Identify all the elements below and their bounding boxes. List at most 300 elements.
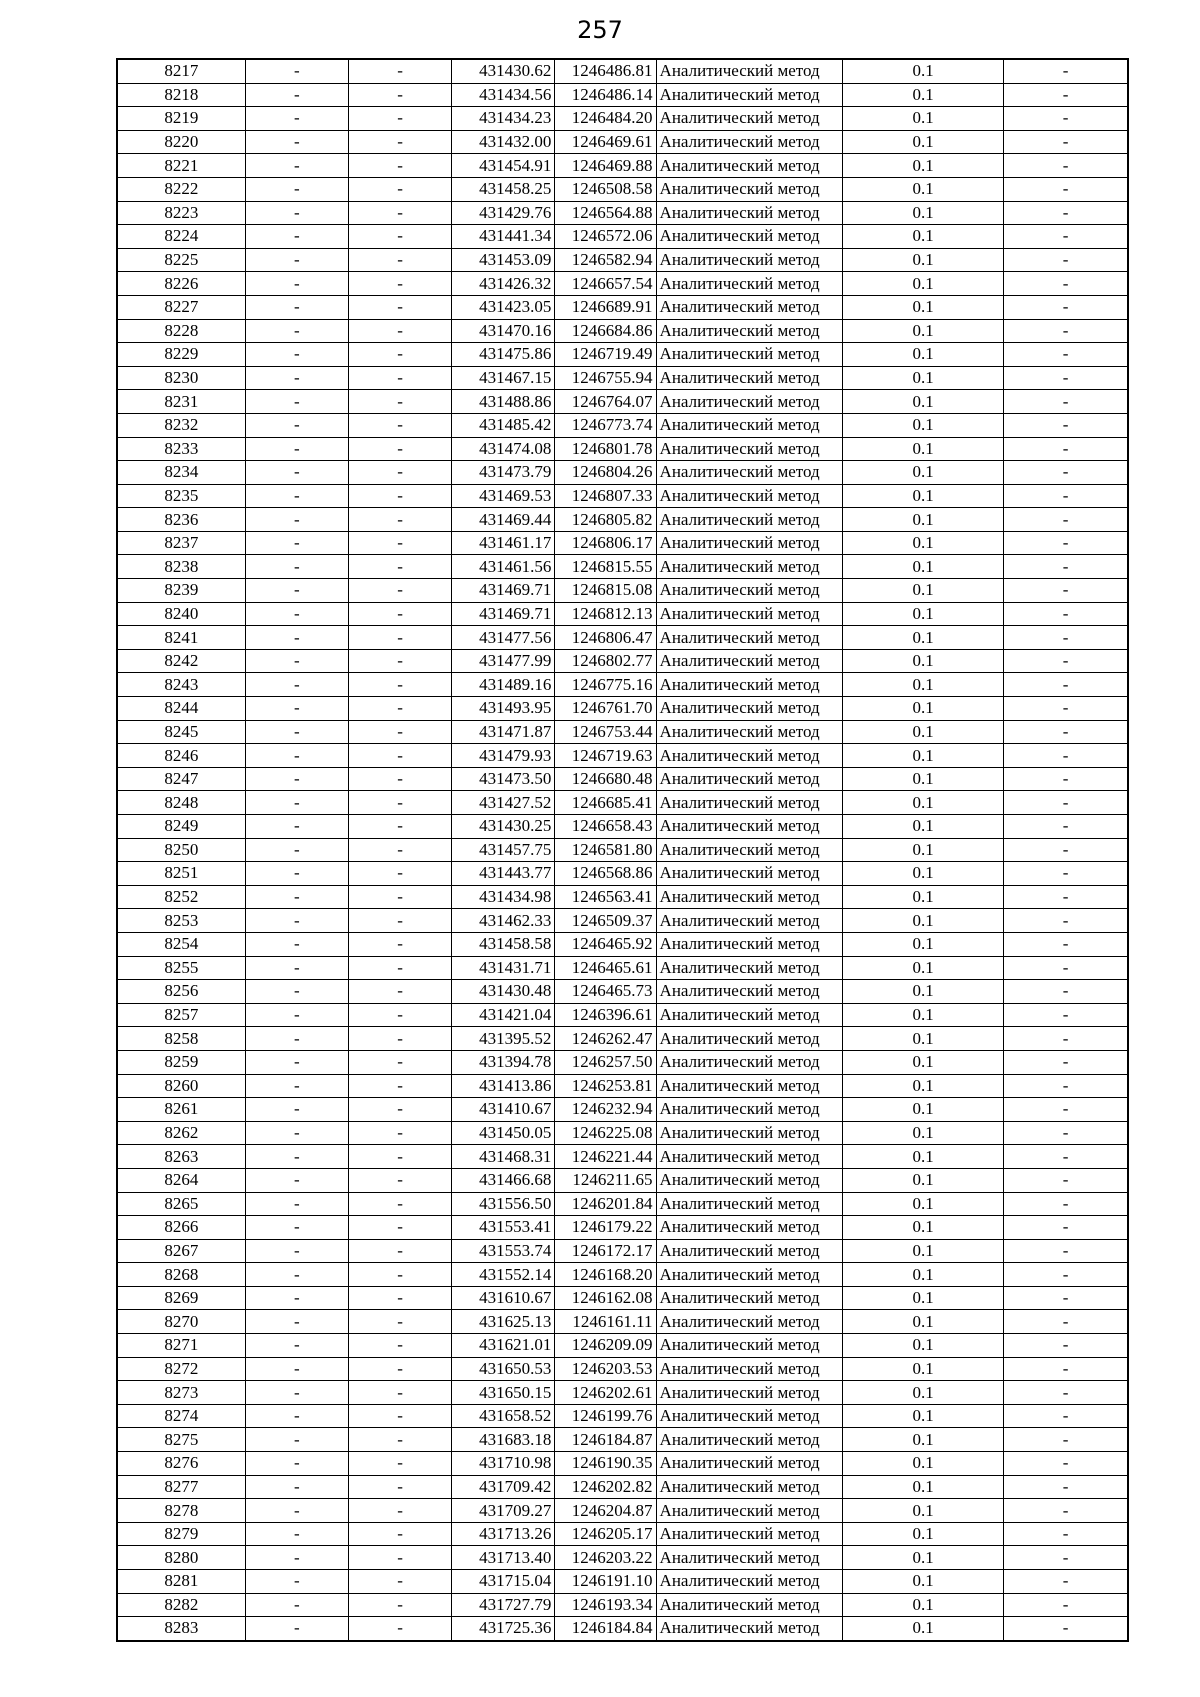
note-cell: -	[1004, 815, 1128, 839]
point-number-cell: 8275	[117, 1428, 245, 1452]
method-cell: Аналитический метод	[656, 1475, 842, 1499]
accuracy-cell: 0.1	[842, 1617, 1003, 1641]
accuracy-cell: 0.1	[842, 885, 1003, 909]
table-row	[117, 956, 1128, 980]
y-coordinate-cell: 1246465.61	[555, 956, 656, 980]
y-coordinate-cell: 1246203.53	[555, 1357, 656, 1381]
x-coordinate-cell: 431556.50	[452, 1192, 555, 1216]
code2-cell: -	[348, 1381, 451, 1405]
y-coordinate-cell: 1246190.35	[555, 1452, 656, 1476]
x-coordinate-cell: 431454.91	[452, 154, 555, 178]
code-cell: -	[245, 1570, 348, 1594]
accuracy-cell: 0.1	[842, 1263, 1003, 1287]
note-cell: -	[1004, 295, 1128, 319]
code-cell: -	[245, 1522, 348, 1546]
x-coordinate-cell: 431477.99	[452, 649, 555, 673]
code2-cell: -	[348, 130, 451, 154]
method-cell: Аналитический метод	[656, 1404, 842, 1428]
y-coordinate-cell: 1246184.87	[555, 1428, 656, 1452]
table-row	[117, 980, 1128, 1004]
y-coordinate-cell: 1246184.84	[555, 1617, 656, 1641]
code-cell: -	[245, 272, 348, 296]
point-number-cell: 8265	[117, 1192, 245, 1216]
point-number-cell: 8224	[117, 225, 245, 249]
method-cell: Аналитический метод	[656, 791, 842, 815]
accuracy-cell: 0.1	[842, 484, 1003, 508]
x-coordinate-cell: 431683.18	[452, 1428, 555, 1452]
method-cell: Аналитический метод	[656, 579, 842, 603]
code-cell: -	[245, 295, 348, 319]
code2-cell: -	[348, 1475, 451, 1499]
code-cell: -	[245, 1239, 348, 1263]
point-number-cell: 8254	[117, 932, 245, 956]
table-body	[117, 59, 1128, 1641]
y-coordinate-cell: 1246469.61	[555, 130, 656, 154]
y-coordinate-cell: 1246812.13	[555, 602, 656, 626]
y-coordinate-cell: 1246486.81	[555, 59, 656, 83]
accuracy-cell: 0.1	[842, 295, 1003, 319]
method-cell: Аналитический метод	[656, 602, 842, 626]
code2-cell: -	[348, 531, 451, 555]
y-coordinate-cell: 1246465.92	[555, 932, 656, 956]
x-coordinate-cell: 431650.53	[452, 1357, 555, 1381]
code2-cell: -	[348, 767, 451, 791]
y-coordinate-cell: 1246161.11	[555, 1310, 656, 1334]
accuracy-cell: 0.1	[842, 956, 1003, 980]
code2-cell: -	[348, 1286, 451, 1310]
x-coordinate-cell: 431427.52	[452, 791, 555, 815]
code-cell: -	[245, 956, 348, 980]
y-coordinate-cell: 1246205.17	[555, 1522, 656, 1546]
accuracy-cell: 0.1	[842, 1121, 1003, 1145]
code2-cell: -	[348, 1263, 451, 1287]
table-row	[117, 720, 1128, 744]
x-coordinate-cell: 431394.78	[452, 1050, 555, 1074]
code-cell: -	[245, 838, 348, 862]
y-coordinate-cell: 1246802.77	[555, 649, 656, 673]
accuracy-cell: 0.1	[842, 1593, 1003, 1617]
accuracy-cell: 0.1	[842, 1475, 1003, 1499]
x-coordinate-cell: 431710.98	[452, 1452, 555, 1476]
y-coordinate-cell: 1246253.81	[555, 1074, 656, 1098]
code2-cell: -	[348, 1216, 451, 1240]
table-row	[117, 1192, 1128, 1216]
note-cell: -	[1004, 1074, 1128, 1098]
x-coordinate-cell: 431553.74	[452, 1239, 555, 1263]
y-coordinate-cell: 1246508.58	[555, 177, 656, 201]
table-row	[117, 154, 1128, 178]
y-coordinate-cell: 1246806.47	[555, 626, 656, 650]
method-cell: Аналитический метод	[656, 1121, 842, 1145]
table-row	[117, 1475, 1128, 1499]
table-row	[117, 697, 1128, 721]
code-cell: -	[245, 461, 348, 485]
x-coordinate-cell: 431493.95	[452, 697, 555, 721]
code2-cell: -	[348, 1074, 451, 1098]
method-cell: Аналитический метод	[656, 413, 842, 437]
code-cell: -	[245, 130, 348, 154]
table-row	[117, 626, 1128, 650]
y-coordinate-cell: 1246199.76	[555, 1404, 656, 1428]
note-cell: -	[1004, 1334, 1128, 1358]
x-coordinate-cell: 431658.52	[452, 1404, 555, 1428]
x-coordinate-cell: 431431.71	[452, 956, 555, 980]
accuracy-cell: 0.1	[842, 1168, 1003, 1192]
note-cell: -	[1004, 319, 1128, 343]
x-coordinate-cell: 431468.31	[452, 1145, 555, 1169]
code2-cell: -	[348, 390, 451, 414]
method-cell: Аналитический метод	[656, 673, 842, 697]
y-coordinate-cell: 1246805.82	[555, 508, 656, 532]
x-coordinate-cell: 431469.53	[452, 484, 555, 508]
method-cell: Аналитический метод	[656, 767, 842, 791]
code2-cell: -	[348, 1404, 451, 1428]
code2-cell: -	[348, 815, 451, 839]
y-coordinate-cell: 1246465.73	[555, 980, 656, 1004]
code2-cell: -	[348, 1027, 451, 1051]
code2-cell: -	[348, 225, 451, 249]
code2-cell: -	[348, 697, 451, 721]
point-number-cell: 8231	[117, 390, 245, 414]
table-row	[117, 1263, 1128, 1287]
method-cell: Аналитический метод	[656, 1522, 842, 1546]
method-cell: Аналитический метод	[656, 1428, 842, 1452]
method-cell: Аналитический метод	[656, 295, 842, 319]
point-number-cell: 8251	[117, 862, 245, 886]
code-cell: -	[245, 1593, 348, 1617]
table-row	[117, 201, 1128, 225]
note-cell: -	[1004, 956, 1128, 980]
code-cell: -	[245, 1003, 348, 1027]
table-row	[117, 437, 1128, 461]
point-number-cell: 8233	[117, 437, 245, 461]
note-cell: -	[1004, 1286, 1128, 1310]
table-row	[117, 1570, 1128, 1594]
y-coordinate-cell: 1246680.48	[555, 767, 656, 791]
x-coordinate-cell: 431469.71	[452, 602, 555, 626]
note-cell: -	[1004, 1428, 1128, 1452]
table-row	[117, 1003, 1128, 1027]
x-coordinate-cell: 431450.05	[452, 1121, 555, 1145]
note-cell: -	[1004, 130, 1128, 154]
note-cell: -	[1004, 201, 1128, 225]
code-cell: -	[245, 744, 348, 768]
accuracy-cell: 0.1	[842, 838, 1003, 862]
code-cell: -	[245, 1475, 348, 1499]
note-cell: -	[1004, 1617, 1128, 1641]
code2-cell: -	[348, 555, 451, 579]
method-cell: Аналитический метод	[656, 343, 842, 367]
note-cell: -	[1004, 1263, 1128, 1287]
y-coordinate-cell: 1246209.09	[555, 1334, 656, 1358]
note-cell: -	[1004, 720, 1128, 744]
code-cell: -	[245, 248, 348, 272]
y-coordinate-cell: 1246582.94	[555, 248, 656, 272]
method-cell: Аналитический метод	[656, 932, 842, 956]
point-number-cell: 8280	[117, 1546, 245, 1570]
note-cell: -	[1004, 767, 1128, 791]
point-number-cell: 8261	[117, 1098, 245, 1122]
point-number-cell: 8270	[117, 1310, 245, 1334]
table-row	[117, 83, 1128, 107]
code2-cell: -	[348, 673, 451, 697]
accuracy-cell: 0.1	[842, 862, 1003, 886]
code2-cell: -	[348, 1050, 451, 1074]
code2-cell: -	[348, 1334, 451, 1358]
point-number-cell: 8247	[117, 767, 245, 791]
table-row	[117, 579, 1128, 603]
table-row	[117, 1522, 1128, 1546]
note-cell: -	[1004, 484, 1128, 508]
code2-cell: -	[348, 602, 451, 626]
x-coordinate-cell: 431430.25	[452, 815, 555, 839]
x-coordinate-cell: 431429.76	[452, 201, 555, 225]
code-cell: -	[245, 319, 348, 343]
code-cell: -	[245, 1286, 348, 1310]
y-coordinate-cell: 1246806.17	[555, 531, 656, 555]
method-cell: Аналитический метод	[656, 885, 842, 909]
note-cell: -	[1004, 1570, 1128, 1594]
accuracy-cell: 0.1	[842, 225, 1003, 249]
point-number-cell: 8274	[117, 1404, 245, 1428]
y-coordinate-cell: 1246753.44	[555, 720, 656, 744]
method-cell: Аналитический метод	[656, 1617, 842, 1641]
y-coordinate-cell: 1246225.08	[555, 1121, 656, 1145]
note-cell: -	[1004, 602, 1128, 626]
table-row	[117, 1074, 1128, 1098]
table-row	[117, 1310, 1128, 1334]
point-number-cell: 8232	[117, 413, 245, 437]
method-cell: Аналитический метод	[656, 437, 842, 461]
point-number-cell: 8234	[117, 461, 245, 485]
note-cell: -	[1004, 1593, 1128, 1617]
note-cell: -	[1004, 1145, 1128, 1169]
x-coordinate-cell: 431475.86	[452, 343, 555, 367]
note-cell: -	[1004, 555, 1128, 579]
code-cell: -	[245, 201, 348, 225]
table-row	[117, 319, 1128, 343]
table-row	[117, 130, 1128, 154]
point-number-cell: 8226	[117, 272, 245, 296]
y-coordinate-cell: 1246162.08	[555, 1286, 656, 1310]
table-row	[117, 1286, 1128, 1310]
method-cell: Аналитический метод	[656, 1499, 842, 1523]
x-coordinate-cell: 431466.68	[452, 1168, 555, 1192]
code2-cell: -	[348, 83, 451, 107]
note-cell: -	[1004, 1499, 1128, 1523]
note-cell: -	[1004, 1310, 1128, 1334]
table-row	[117, 1404, 1128, 1428]
x-coordinate-cell: 431467.15	[452, 366, 555, 390]
code-cell: -	[245, 579, 348, 603]
table-row	[117, 1428, 1128, 1452]
accuracy-cell: 0.1	[842, 59, 1003, 83]
table-row	[117, 1216, 1128, 1240]
x-coordinate-cell: 431471.87	[452, 720, 555, 744]
code-cell: -	[245, 413, 348, 437]
x-coordinate-cell: 431479.93	[452, 744, 555, 768]
note-cell: -	[1004, 673, 1128, 697]
table-row	[117, 461, 1128, 485]
x-coordinate-cell: 431458.25	[452, 177, 555, 201]
code-cell: -	[245, 791, 348, 815]
table-row	[117, 838, 1128, 862]
code2-cell: -	[348, 1570, 451, 1594]
point-number-cell: 8259	[117, 1050, 245, 1074]
accuracy-cell: 0.1	[842, 1452, 1003, 1476]
code2-cell: -	[348, 862, 451, 886]
y-coordinate-cell: 1246815.08	[555, 579, 656, 603]
x-coordinate-cell: 431621.01	[452, 1334, 555, 1358]
method-cell: Аналитический метод	[656, 1216, 842, 1240]
code-cell: -	[245, 767, 348, 791]
accuracy-cell: 0.1	[842, 437, 1003, 461]
point-number-cell: 8239	[117, 579, 245, 603]
accuracy-cell: 0.1	[842, 767, 1003, 791]
code2-cell: -	[348, 1452, 451, 1476]
note-cell: -	[1004, 508, 1128, 532]
y-coordinate-cell: 1246193.34	[555, 1593, 656, 1617]
accuracy-cell: 0.1	[842, 1050, 1003, 1074]
code2-cell: -	[348, 366, 451, 390]
note-cell: -	[1004, 248, 1128, 272]
note-cell: -	[1004, 531, 1128, 555]
code2-cell: -	[348, 1145, 451, 1169]
point-number-cell: 8283	[117, 1617, 245, 1641]
point-number-cell: 8264	[117, 1168, 245, 1192]
accuracy-cell: 0.1	[842, 413, 1003, 437]
y-coordinate-cell: 1246257.50	[555, 1050, 656, 1074]
accuracy-cell: 0.1	[842, 272, 1003, 296]
note-cell: -	[1004, 626, 1128, 650]
method-cell: Аналитический метод	[656, 319, 842, 343]
accuracy-cell: 0.1	[842, 720, 1003, 744]
point-number-cell: 8223	[117, 201, 245, 225]
code2-cell: -	[348, 980, 451, 1004]
table-row	[117, 508, 1128, 532]
point-number-cell: 8273	[117, 1381, 245, 1405]
x-coordinate-cell: 431443.77	[452, 862, 555, 886]
table-row	[117, 555, 1128, 579]
point-number-cell: 8253	[117, 909, 245, 933]
x-coordinate-cell: 431413.86	[452, 1074, 555, 1098]
note-cell: -	[1004, 1121, 1128, 1145]
x-coordinate-cell: 431625.13	[452, 1310, 555, 1334]
y-coordinate-cell: 1246203.22	[555, 1546, 656, 1570]
code-cell: -	[245, 1168, 348, 1192]
code2-cell: -	[348, 1593, 451, 1617]
point-number-cell: 8228	[117, 319, 245, 343]
table-row	[117, 862, 1128, 886]
y-coordinate-cell: 1246211.65	[555, 1168, 656, 1192]
method-cell: Аналитический метод	[656, 1263, 842, 1287]
x-coordinate-cell: 431474.08	[452, 437, 555, 461]
code2-cell: -	[348, 885, 451, 909]
y-coordinate-cell: 1246658.43	[555, 815, 656, 839]
code-cell: -	[245, 673, 348, 697]
accuracy-cell: 0.1	[842, 343, 1003, 367]
code-cell: -	[245, 720, 348, 744]
method-cell: Аналитический метод	[656, 862, 842, 886]
table-row	[117, 1334, 1128, 1358]
table-row	[117, 1499, 1128, 1523]
x-coordinate-cell: 431553.41	[452, 1216, 555, 1240]
accuracy-cell: 0.1	[842, 1404, 1003, 1428]
x-coordinate-cell: 431715.04	[452, 1570, 555, 1594]
code2-cell: -	[348, 1310, 451, 1334]
accuracy-cell: 0.1	[842, 1286, 1003, 1310]
y-coordinate-cell: 1246804.26	[555, 461, 656, 485]
x-coordinate-cell: 431461.17	[452, 531, 555, 555]
x-coordinate-cell: 431430.62	[452, 59, 555, 83]
accuracy-cell: 0.1	[842, 626, 1003, 650]
table-row	[117, 413, 1128, 437]
accuracy-cell: 0.1	[842, 1192, 1003, 1216]
method-cell: Аналитический метод	[656, 980, 842, 1004]
code-cell: -	[245, 484, 348, 508]
note-cell: -	[1004, 649, 1128, 673]
accuracy-cell: 0.1	[842, 932, 1003, 956]
code-cell: -	[245, 980, 348, 1004]
note-cell: -	[1004, 272, 1128, 296]
accuracy-cell: 0.1	[842, 130, 1003, 154]
accuracy-cell: 0.1	[842, 909, 1003, 933]
code2-cell: -	[348, 107, 451, 131]
code2-cell: -	[348, 1121, 451, 1145]
code2-cell: -	[348, 1357, 451, 1381]
accuracy-cell: 0.1	[842, 1546, 1003, 1570]
code-cell: -	[245, 1617, 348, 1641]
code-cell: -	[245, 1145, 348, 1169]
x-coordinate-cell: 431488.86	[452, 390, 555, 414]
y-coordinate-cell: 1246568.86	[555, 862, 656, 886]
x-coordinate-cell: 431457.75	[452, 838, 555, 862]
table-row	[117, 225, 1128, 249]
point-number-cell: 8238	[117, 555, 245, 579]
method-cell: Аналитический метод	[656, 744, 842, 768]
note-cell: -	[1004, 59, 1128, 83]
point-number-cell: 8258	[117, 1027, 245, 1051]
table-row	[117, 815, 1128, 839]
point-number-cell: 8257	[117, 1003, 245, 1027]
code-cell: -	[245, 59, 348, 83]
y-coordinate-cell: 1246262.47	[555, 1027, 656, 1051]
code-cell: -	[245, 437, 348, 461]
note-cell: -	[1004, 1546, 1128, 1570]
table-row	[117, 602, 1128, 626]
note-cell: -	[1004, 1050, 1128, 1074]
x-coordinate-cell: 431426.32	[452, 272, 555, 296]
code2-cell: -	[348, 720, 451, 744]
note-cell: -	[1004, 1098, 1128, 1122]
accuracy-cell: 0.1	[842, 319, 1003, 343]
code-cell: -	[245, 1334, 348, 1358]
y-coordinate-cell: 1246719.49	[555, 343, 656, 367]
code2-cell: -	[348, 1546, 451, 1570]
note-cell: -	[1004, 437, 1128, 461]
coordinates-table	[116, 58, 1129, 1642]
method-cell: Аналитический метод	[656, 201, 842, 225]
code-cell: -	[245, 1381, 348, 1405]
y-coordinate-cell: 1246761.70	[555, 697, 656, 721]
point-number-cell: 8240	[117, 602, 245, 626]
y-coordinate-cell: 1246221.44	[555, 1145, 656, 1169]
method-cell: Аналитический метод	[656, 366, 842, 390]
code2-cell: -	[348, 791, 451, 815]
point-number-cell: 8221	[117, 154, 245, 178]
note-cell: -	[1004, 107, 1128, 131]
code2-cell: -	[348, 177, 451, 201]
